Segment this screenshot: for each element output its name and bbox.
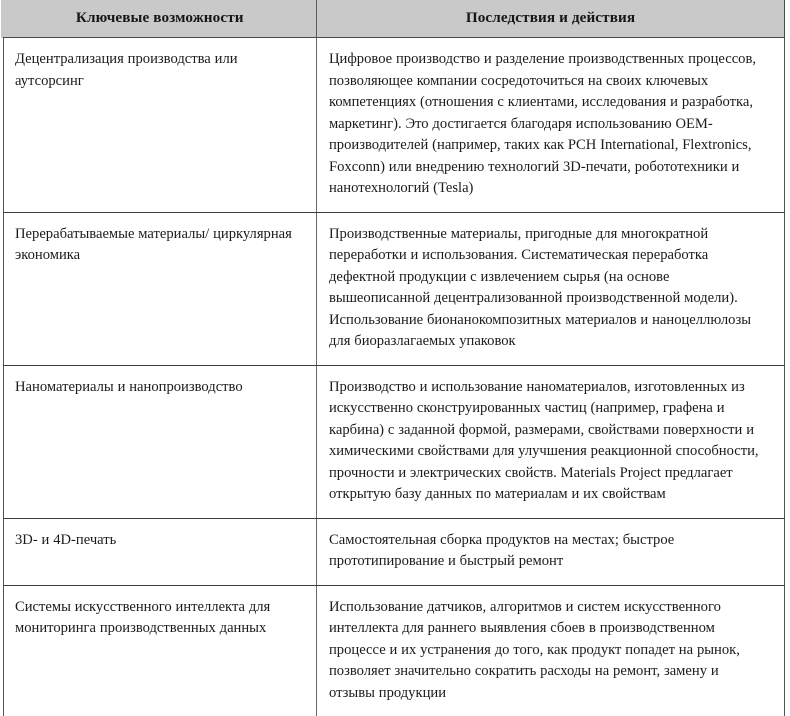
table-cell-key [4,585,317,716]
table-cell-value [317,518,785,585]
table-cell-value [317,38,785,213]
table-cell-key [4,365,317,518]
capability-description: Использование датчиков, алгоритмов и систем искусственного интеллекта для раннего выявления сбоев в производственном процессе и их устранения до того, как продукт попадет на рынок, позволяет значительно сократить расходы на ремонт, замену и отзывы продукции [329,597,768,705]
capability-description: Цифровое производство и разделение производственных процессов, позволяющее компании сосредоточиться на своих ключевых компетенциях (отношения с клиентами, исследования и разработка, маркетинг). Это достигается благодаря использованию ОЕМ-производителей (например, таких как PCH International, Flextronics, Foxconn) или внедрению технологий 3D-печати, робототехники и нанотехнологий (Tesla) [329,49,768,200]
table-header-row [4,0,785,38]
table-row [4,518,785,585]
column-header-implications-actions: Последствия и действия [317,0,785,38]
table-body [4,38,785,716]
capability-name: Перерабатываемые материалы/ циркулярная экономика [15,224,306,267]
capability-name: Наноматериалы и нанопроизводство [15,377,306,399]
capability-name: Системы искусственного интеллекта для мониторинга производственных данных [15,597,306,640]
table-row [4,212,785,365]
table-cell-value [317,365,785,518]
capability-description: Производственные материалы, пригодные для многократной переработки и использования. Систематическая переработка дефектной продукции с извлечением сырья (на основе вышеописанной децентрализованной производственной модели). Использование бионанокомпозитных материалов и наноцеллюлозы для биоразлагаемых упаковок [329,224,768,353]
table-cell-value [317,212,785,365]
table-header [4,0,785,38]
table-cell-value [317,585,785,716]
capability-name: Децентрализация производства или аутсорсинг [15,49,306,92]
table-row [4,585,785,716]
table-cell-key [4,212,317,365]
table-row [4,38,785,213]
table-cell-key [4,518,317,585]
capability-description: Самостоятельная сборка продуктов на местах; быстрое прототипирование и быстрый ремонт [329,530,768,573]
table-row [4,365,785,518]
column-header-key-capabilities: Ключевые возможности [4,0,317,38]
capabilities-table [3,0,785,716]
capability-name: 3D- и 4D-печать [15,530,306,552]
table-cell-key [4,38,317,213]
capability-description: Производство и использование наноматериалов, изготовленных из искусственно сконструированных частиц (например, графена и карбина) с заданной формой, размерами, свойствами поверхности и химическими свойствами для улучшения реакционной способности, прочности и электрических свойств. Materials Project предлагает открытую базу данных по материалам и их свойствам [329,377,768,506]
